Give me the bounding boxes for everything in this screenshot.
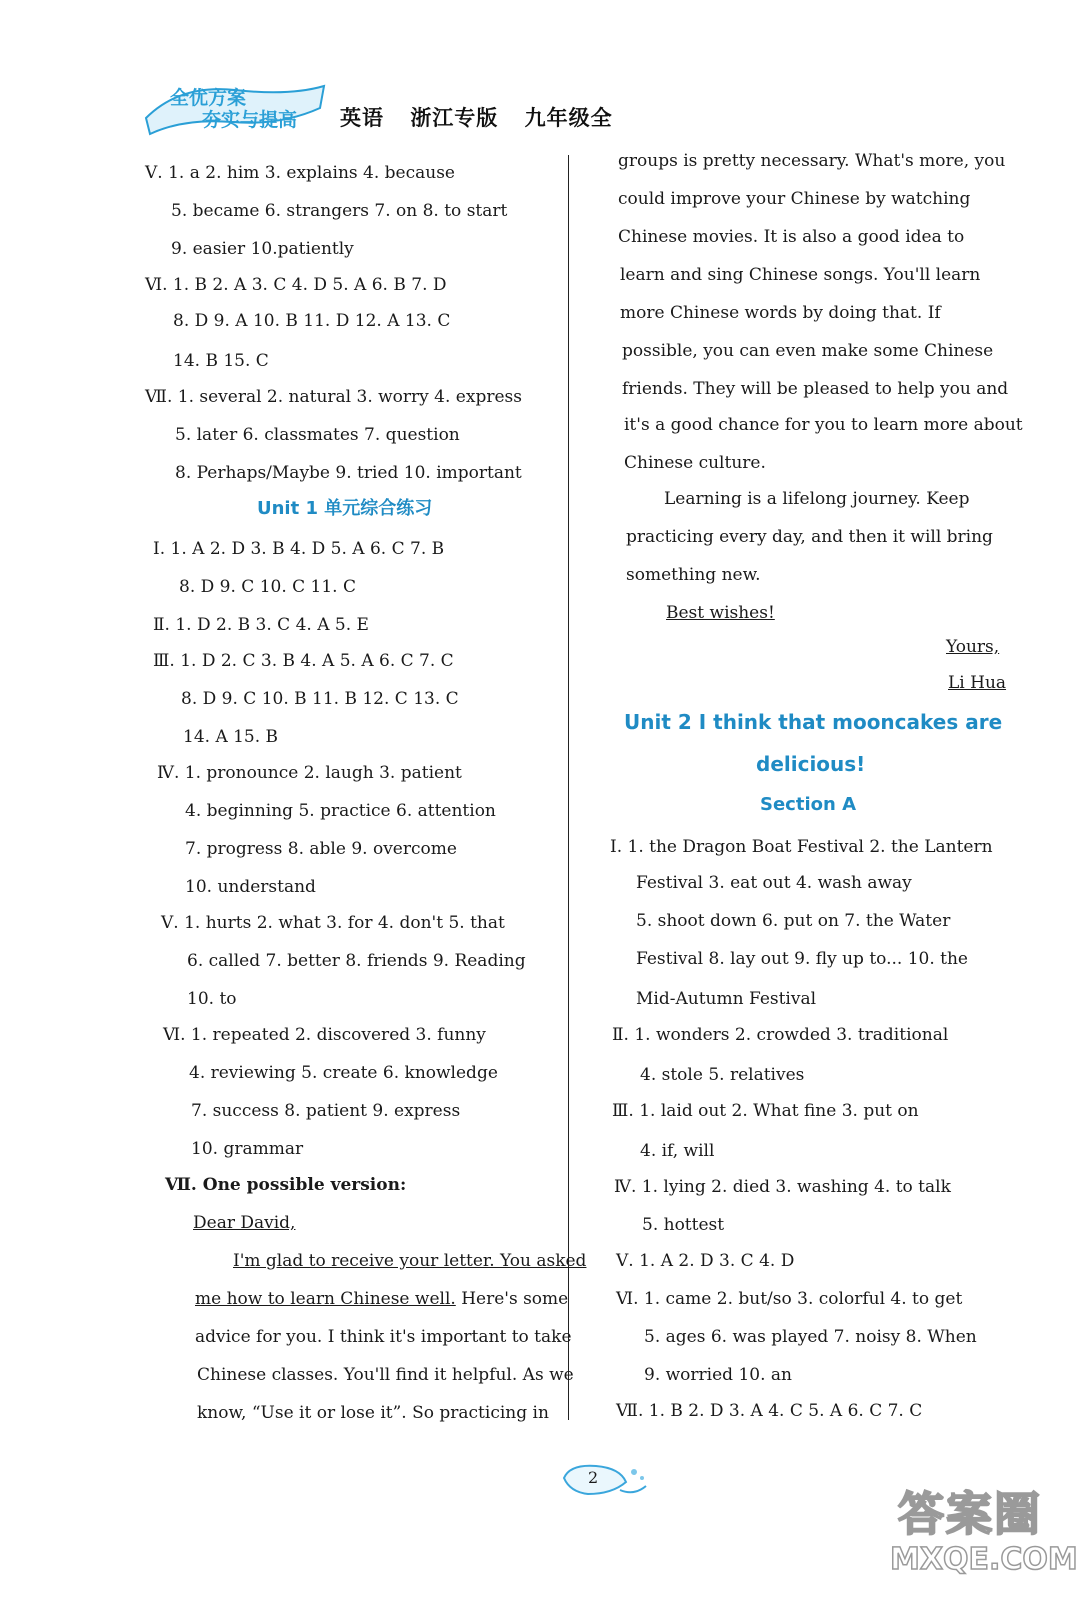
essay-line: me how to learn Chinese well. Here's some: [195, 1289, 569, 1309]
answer-line: 8. D 9. C 10. C 11. C: [179, 577, 356, 597]
unit2-title-line2: delicious!: [756, 752, 866, 776]
closing-best-wishes: Best wishes!: [666, 603, 775, 623]
answer-line: Ⅲ. 1. D 2. C 3. B 4. A 5. A 6. C 7. C: [153, 651, 454, 671]
answer-line: Ⅵ. 1. B 2. A 3. C 4. D 5. A 6. B 7. D: [145, 275, 447, 295]
essay-line: friends. They will be pleased to help you and: [622, 379, 1009, 399]
essay-line: it's a good chance for you to learn more about: [624, 415, 1023, 435]
answer-line: Ⅲ. 1. laid out 2. What fine 3. put on: [612, 1101, 919, 1121]
page-header: [140, 78, 613, 138]
closing-name: Li Hua: [948, 673, 1007, 693]
answer-line: 8. D 9. C 10. B 11. B 12. C 13. C: [181, 689, 459, 709]
answer-line: Ⅵ. 1. came 2. but/so 3. colorful 4. to get: [616, 1289, 963, 1309]
page-number-badge: [560, 1460, 650, 1500]
grade-label: 九年级全: [524, 106, 613, 130]
answer-line: 10. to: [187, 989, 237, 1009]
answer-line: 9. easier 10.patiently: [171, 239, 354, 259]
edition-label: 浙江专版: [410, 106, 499, 130]
watermark-logo-text: 答案圈: [898, 1487, 1042, 1541]
answer-line: 4. if, will: [640, 1141, 715, 1161]
answer-line: Ⅴ. 1. a 2. him 3. explains 4. because: [145, 163, 455, 183]
section-a-title: Section A: [760, 794, 856, 815]
essay-line-underlined: me how to learn Chinese well.: [195, 1289, 456, 1309]
essay-line: Chinese culture.: [624, 453, 766, 473]
essay-line: Learning is a lifelong journey. Keep: [664, 489, 970, 509]
answer-line: 14. A 15. B: [183, 727, 279, 747]
answer-line: 4. stole 5. relatives: [640, 1065, 805, 1085]
essay-line: groups is pretty necessary. What's more, you: [618, 151, 1006, 171]
column-divider: [568, 155, 569, 1420]
answer-line: 14. B 15. C: [173, 351, 269, 371]
answer-line: 5. later 6. classmates 7. question: [175, 425, 460, 445]
answer-line: 8. Perhaps/Maybe 9. tried 10. important: [175, 463, 522, 483]
answer-line: 10. grammar: [191, 1139, 304, 1159]
answer-line: Ⅱ. 1. D 2. B 3. C 4. A 5. E: [153, 615, 369, 635]
essay-line: advice for you. I think it's important to take: [195, 1327, 572, 1347]
answer-line: Festival 3. eat out 4. wash away: [636, 873, 912, 893]
essay-line: learn and sing Chinese songs. You'll learn: [620, 265, 981, 285]
watermark-url: MXQE.COM: [890, 1542, 1078, 1577]
subject-label: 英语: [340, 106, 384, 130]
essay-line: know, “Use it or lose it”. So practicing in: [197, 1403, 549, 1423]
answer-line: Ⅰ. 1. the Dragon Boat Festival 2. the Lantern: [610, 837, 993, 857]
answer-line: 9. worried 10. an: [644, 1365, 792, 1385]
answer-line: 6. called 7. better 8. friends 9. Reading: [187, 951, 526, 971]
watermark: [888, 1478, 1078, 1588]
unit2-title-line1: Unit 2 I think that mooncakes are: [624, 710, 1003, 734]
answer-line: 5. ages 6. was played 7. noisy 8. When: [644, 1327, 977, 1347]
answer-line: Ⅶ. 1. several 2. natural 3. worry 4. express: [145, 387, 522, 407]
svg-text:夯实与提高: 夯实与提高: [202, 109, 298, 131]
answer-line: 7. progress 8. able 9. overcome: [185, 839, 457, 859]
answer-line: Ⅵ. 1. repeated 2. discovered 3. funny: [163, 1025, 486, 1045]
essay-line: Chinese classes. You'll find it helpful. As we: [197, 1365, 574, 1385]
essay-heading: Ⅶ. One possible version:: [165, 1175, 407, 1195]
answer-line: 8. D 9. A 10. B 11. D 12. A 13. C: [173, 311, 451, 331]
answer-line: 7. success 8. patient 9. express: [191, 1101, 461, 1121]
answer-line: Ⅱ. 1. wonders 2. crowded 3. traditional: [612, 1025, 949, 1045]
answer-line: 5. shoot down 6. put on 7. the Water: [636, 911, 951, 931]
unit1-title: Unit 1 单元综合练习: [257, 498, 433, 519]
book-series-logo: [140, 78, 330, 138]
essay-line: I'm glad to receive your letter. You asked: [233, 1251, 587, 1271]
essay-line: could improve your Chinese by watching: [618, 189, 971, 209]
answer-line: Ⅴ. 1. A 2. D 3. C 4. D: [616, 1251, 795, 1271]
book-title: [340, 102, 631, 132]
essay-line: something new.: [626, 565, 761, 585]
answer-line: 4. beginning 5. practice 6. attention: [185, 801, 496, 821]
answer-line: 5. hottest: [642, 1215, 725, 1235]
essay-line: practicing every day, and then it will bring: [626, 527, 993, 547]
wave-decoration-icon: [560, 1460, 650, 1500]
answer-line: Ⅳ. 1. lying 2. died 3. washing 4. to talk: [614, 1177, 951, 1197]
answer-line: Mid-Autumn Festival: [636, 989, 817, 1009]
svg-text:全优方案: 全优方案: [170, 87, 247, 109]
answer-line: 4. reviewing 5. create 6. knowledge: [189, 1063, 498, 1083]
essay-line: Dear David,: [193, 1213, 296, 1233]
answer-line: Festival 8. lay out 9. fly up to... 10. the: [636, 949, 968, 969]
answer-line: 10. understand: [185, 877, 316, 897]
answer-line: Ⅶ. 1. B 2. D 3. A 4. C 5. A 6. C 7. C: [616, 1401, 923, 1421]
answer-line: Ⅳ. 1. pronounce 2. laugh 3. patient: [157, 763, 462, 783]
essay-line: possible, you can even make some Chinese: [622, 341, 994, 361]
answer-line: Ⅴ. 1. hurts 2. what 3. for 4. don't 5. that: [161, 913, 505, 933]
essay-line: Chinese movies. It is also a good idea to: [618, 227, 965, 247]
answer-line: 5. became 6. strangers 7. on 8. to start: [171, 201, 508, 221]
answer-line: Ⅰ. 1. A 2. D 3. B 4. D 5. A 6. C 7. B: [153, 539, 445, 559]
closing-yours: Yours,: [946, 637, 1000, 657]
essay-line: more Chinese words by doing that. If: [620, 303, 941, 323]
page-number: 2: [588, 1468, 599, 1487]
